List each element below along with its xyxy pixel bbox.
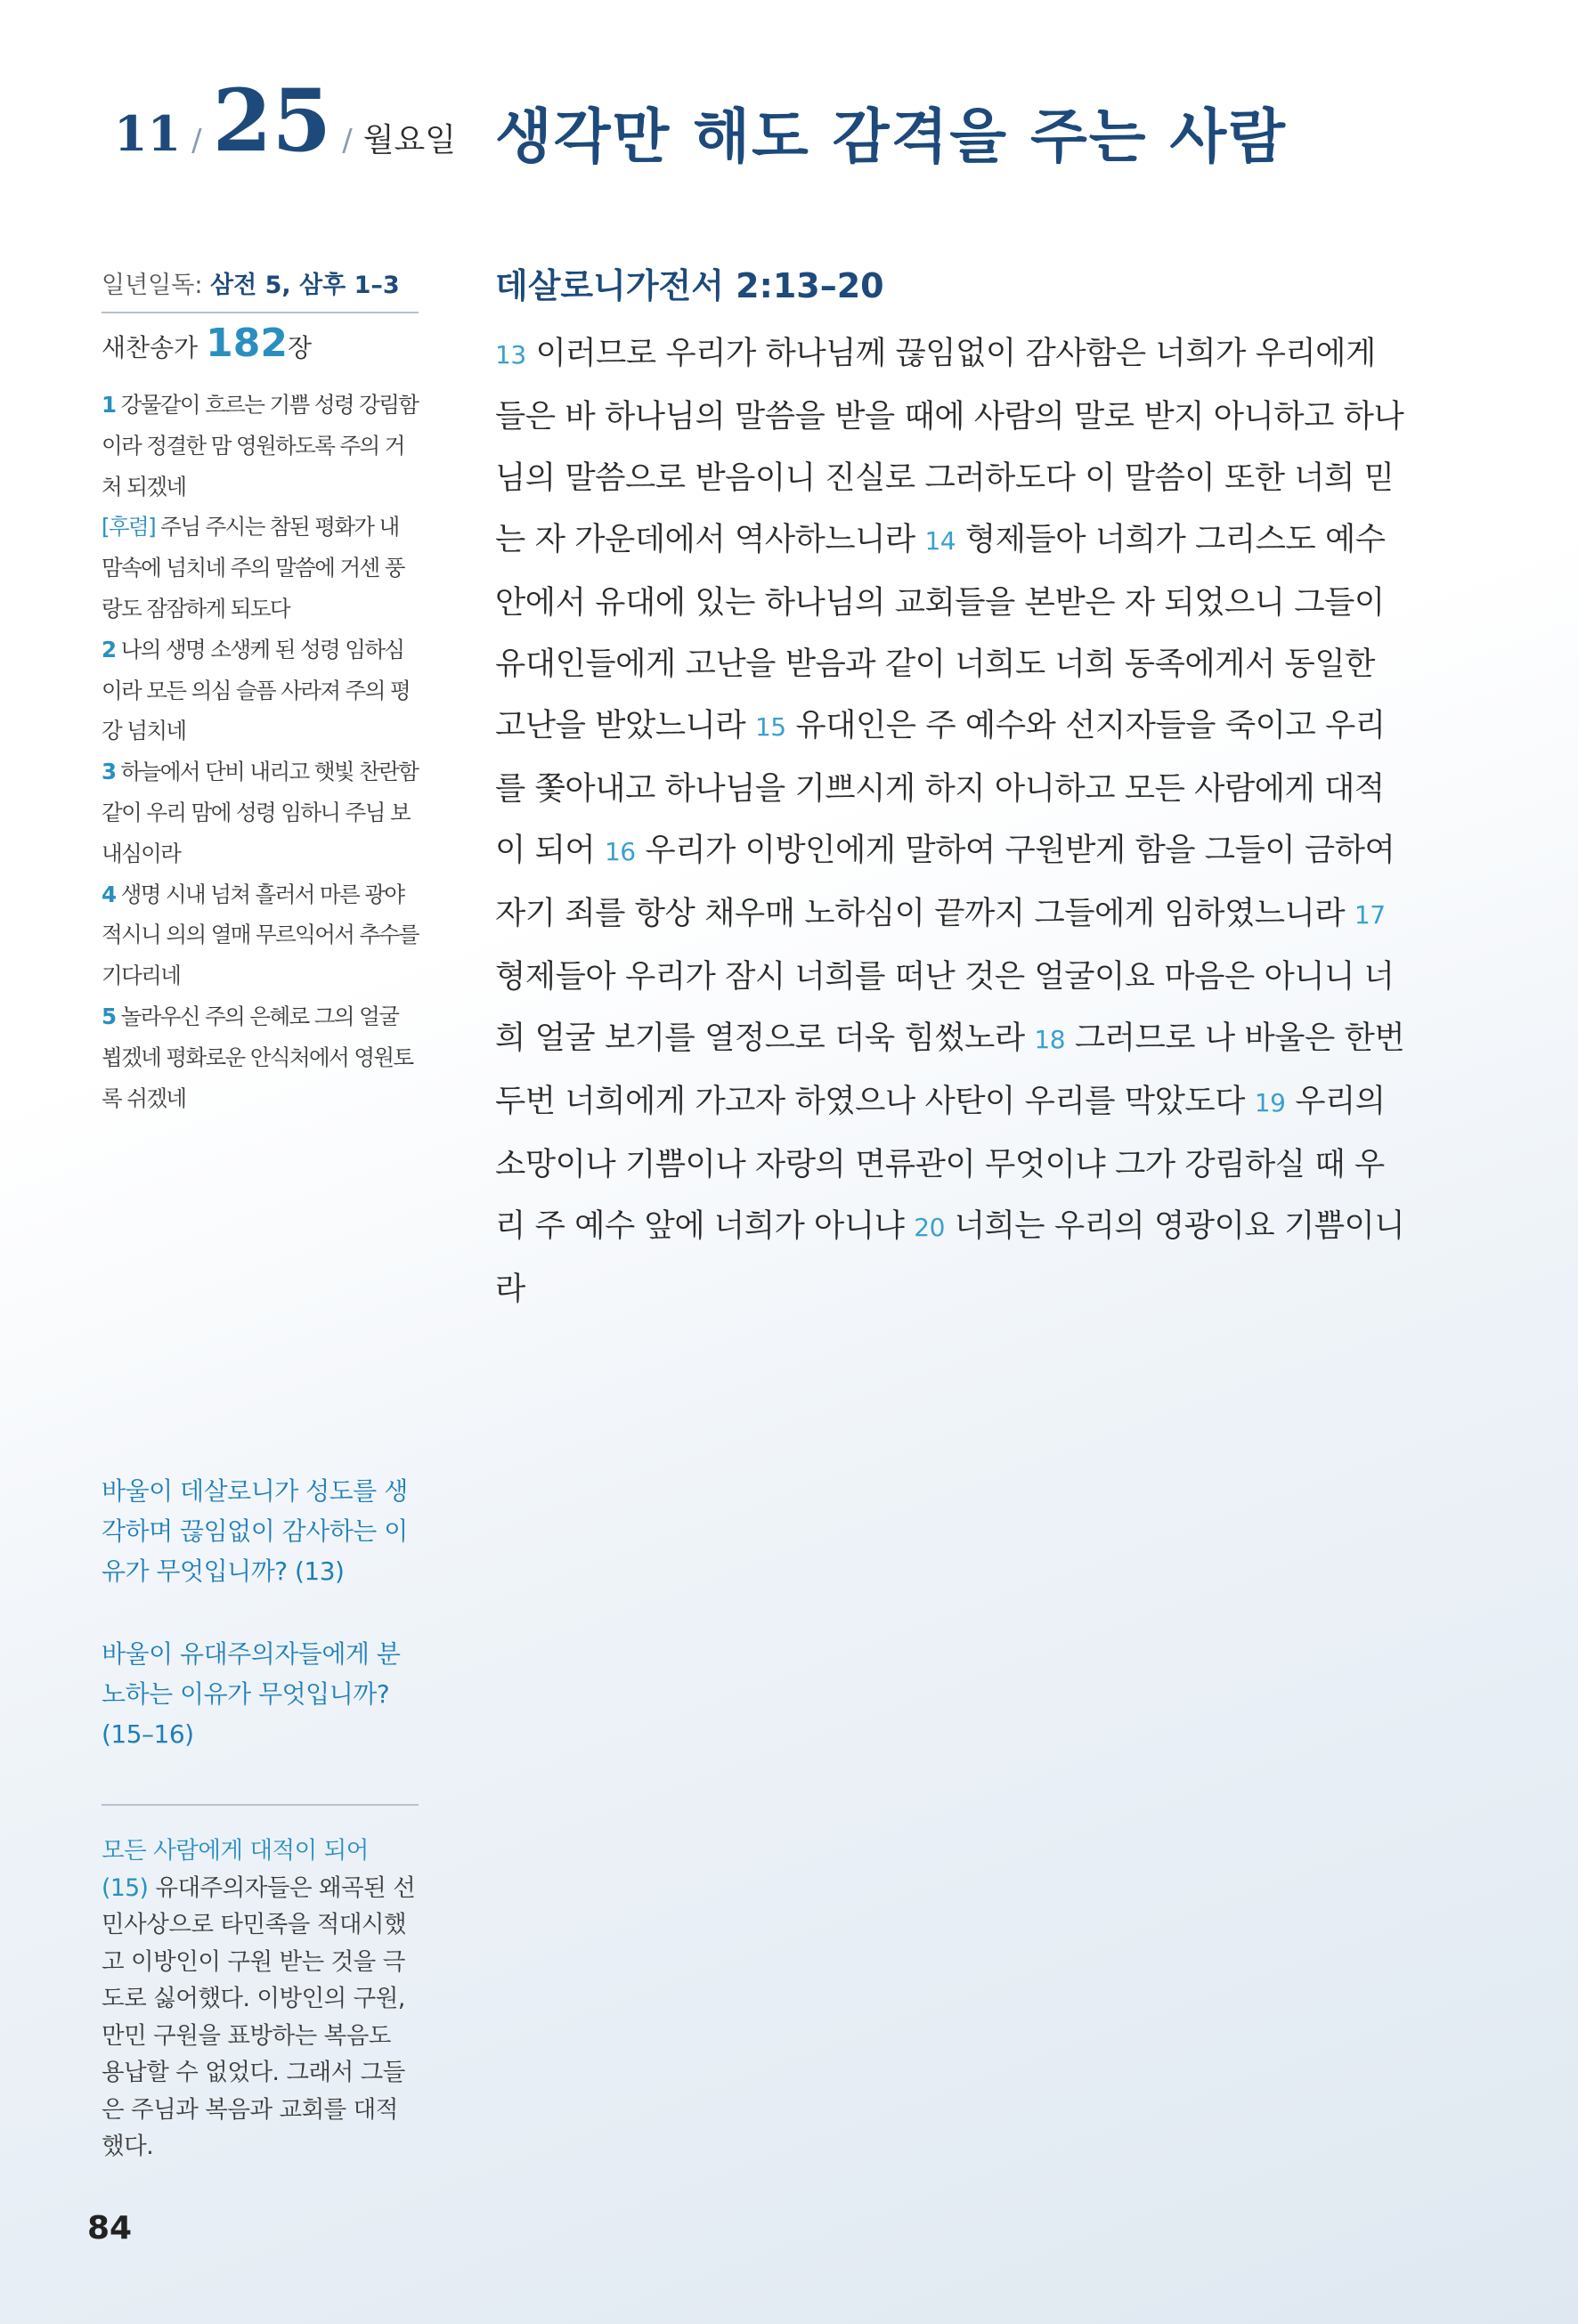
verse-text: 유대인은 주 예수와 선지자들을 죽이고 우리를 쫓아내고 하나님을 기쁘시게 하지 아니하고 모든 사람에게 대적이 되어	[495, 707, 1386, 868]
verse-text: 우리의 소망이나 기쁨이나 자랑의 면류관이 무엇이냐 그가 강림하실 때 우리 주 예수 앞에 너희가 아니냐	[495, 1083, 1386, 1244]
commentary-text: 유대주의자들은 왜곡된 선민사상으로 타민족을 적대시했고 이방인이 구원 받는 것을 극도로 싫어했다. 이방인의 구원, 만민 구원을 표방하는 복음도 용납할 수 없었다. 그래서 그들은 주님과 복음과 교회를 대적했다.	[102, 1873, 416, 2160]
hymn-verse-number: 5	[102, 1003, 116, 1029]
commentary-note	[102, 1832, 419, 2166]
verse-text: 그러므로 나 바울은 한번 두번 너희에게 가고자 하였으나 사탄이 우리를 막았도다	[495, 1020, 1405, 1119]
hymn-verse	[102, 752, 419, 874]
verse-text: 너희는 우리의 영광이요 기쁨이니라	[495, 1207, 1405, 1307]
study-question: 바울이 데살로니가 성도를 생각하며 끊임없이 감사하는 이유가 무엇입니까? (13)	[102, 1476, 408, 1586]
scripture-reference: 데살로니가전서 2:13–20	[495, 266, 884, 305]
date-day: 25	[212, 70, 332, 171]
date-header	[114, 70, 457, 176]
hymn-verse	[102, 385, 419, 507]
hymn-verse	[102, 874, 419, 996]
divider	[102, 312, 419, 313]
hymn-verse-text: 하늘에서 단비 내리고 햇빛 찬란함 같이 우리 맘에 성령 임하니 주님 보내심이라	[102, 759, 419, 866]
verse-number: 18	[1034, 1025, 1066, 1054]
annual-reading-value: 삼전 5, 삼후 1–3	[210, 272, 400, 299]
verse-text: 우리가 이방인에게 말하여 구원받게 함을 그들이 금하여 자기 죄를 항상 채우매 노하심이 끝까지 그들에게 임하였느니라	[495, 832, 1395, 931]
hymn-prefix: 새찬송가	[102, 333, 199, 362]
page-title: 생각만 해도 감격을 주는 사람	[495, 102, 1287, 171]
hymn-verse-number: 1	[102, 392, 116, 418]
verse-number: 19	[1254, 1088, 1286, 1117]
hymn-number: 182	[206, 321, 288, 366]
verse-number: 15	[754, 712, 786, 742]
verse-number: 20	[914, 1213, 945, 1242]
date-separator: /	[191, 123, 202, 158]
verse-number: 13	[495, 340, 526, 370]
annual-reading-label: 일년일독:	[102, 272, 203, 299]
verse-number: 14	[924, 526, 956, 556]
hymn-verse-number: 2	[102, 636, 116, 662]
hymn-verse	[102, 996, 419, 1118]
verse-text: 형제들아 우리가 잠시 너희를 떠난 것은 얼굴이요 마음은 아니니 너희 얼굴 보기를 열정으로 더욱 힘썼노라	[495, 958, 1395, 1056]
hymn-verse	[102, 630, 419, 752]
annual-reading	[102, 265, 419, 300]
hymn-header	[102, 321, 419, 366]
date-month: 11	[114, 105, 182, 162]
hymn-chorus-label: [후렴]	[102, 514, 156, 540]
date-separator: /	[342, 123, 353, 158]
divider	[102, 1804, 419, 1806]
scripture-passage	[495, 322, 1409, 1320]
hymn-verse-text: 주님 주시는 참된 평화가 내 맘속에 넘치네 주의 말씀에 거센 풍랑도 잠잠하게 되도다	[102, 514, 404, 622]
hymn-verse-text: 나의 생명 소생케 된 성령 임하심이라 모든 의심 슬픔 사라져 주의 평강 넘치네	[102, 636, 411, 744]
hymn-lyrics	[102, 385, 419, 1118]
hymn-verse-text: 생명 시내 넘쳐 흘러서 마른 광야 적시니 의의 열매 무르익어서 추수를 기다리네	[102, 881, 419, 989]
hymn-verse-number: 4	[102, 881, 116, 907]
verse-number: 17	[1354, 900, 1386, 930]
verse-text: 형제들아 너희가 그리스도 예수 안에서 유대에 있는 하나님의 교회들을 본받은 자 되었으니 그들이 유대인들에게 고난을 받음과 같이 너희도 너희 동족에게서 동일한 고난을 받았느니라	[495, 521, 1386, 744]
commentary-highlight: 모든 사람에게 대적이 되어 (15)	[102, 1837, 369, 1902]
hymn-verse-number: 3	[102, 759, 116, 785]
hymn-suffix: 장	[287, 333, 313, 362]
hymn-chorus	[102, 507, 419, 629]
study-question: 바울이 유대주의자들에게 분노하는 이유가 무엇입니까? (15–16)	[102, 1639, 401, 1749]
verse-number: 16	[604, 837, 636, 866]
verse-text: 이러므로 우리가 하나님께 끊임없이 감사함은 너희가 우리에게 들은 바 하나님의 말씀을 받을 때에 사람의 말로 받지 아니하고 하나님의 말씀으로 받음이니 진실로 그러하도다 이 말씀이 또한 너희 믿는 자 가운데에서 역사하느니라	[495, 335, 1404, 557]
hymn-verse-text: 놀라우신 주의 은혜로 그의 얼굴 뵙겠네 평화로운 안식처에서 영원토록 쉬겠네	[102, 1003, 413, 1111]
date-weekday: 월요일	[362, 122, 457, 158]
hymn-verse-text: 강물같이 흐르는 기쁨 성령 강림함이라 정결한 맘 영원하도록 주의 거처 되겠네	[102, 392, 419, 500]
page-number: 84	[87, 2210, 133, 2247]
